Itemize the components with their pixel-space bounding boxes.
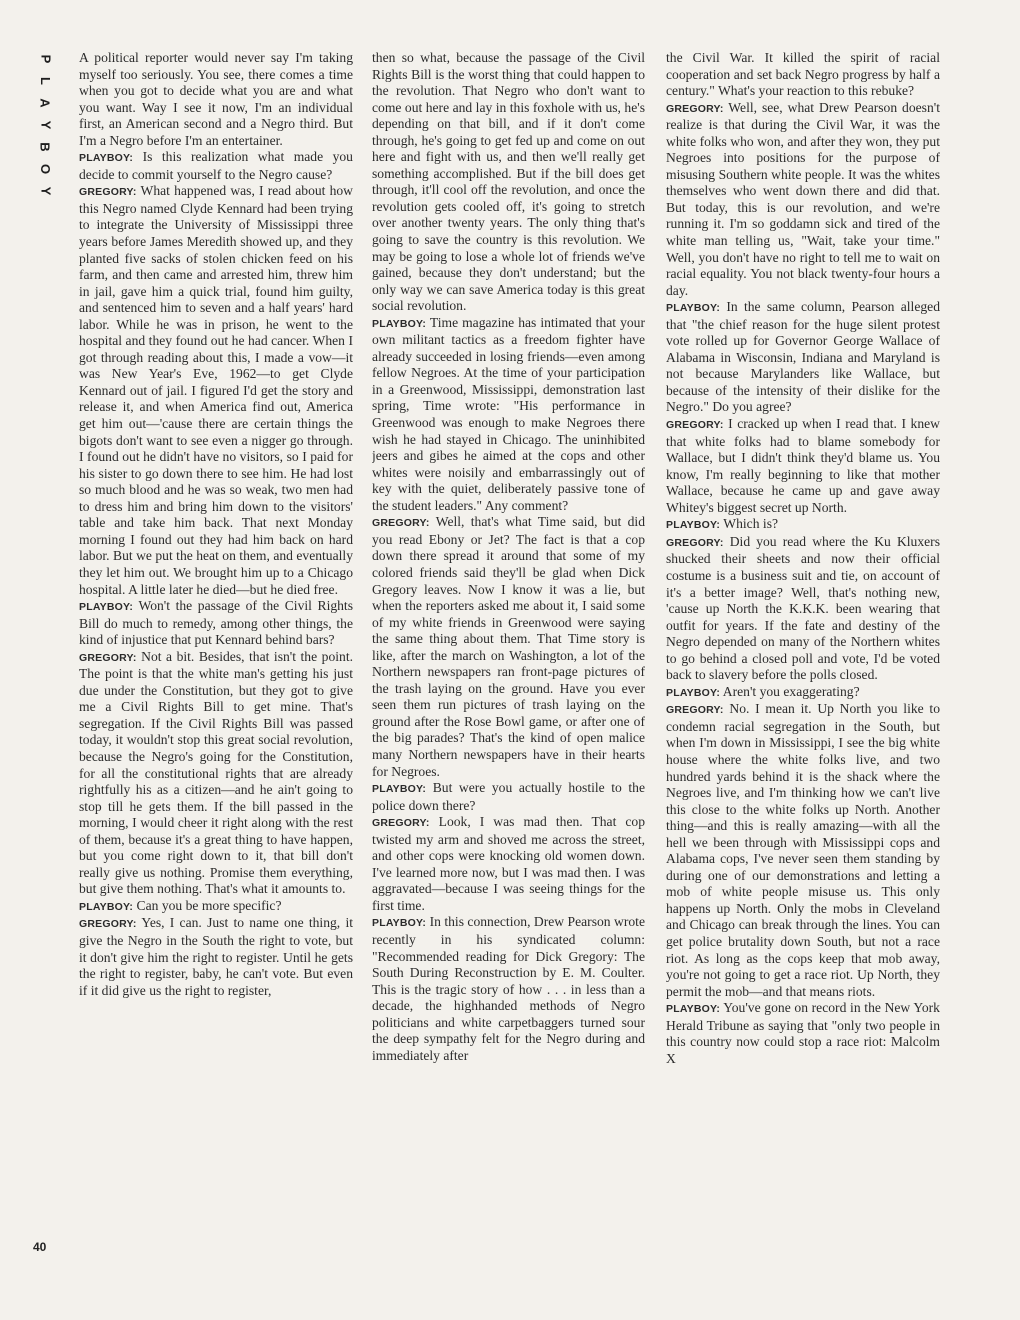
speaker-label: PLAYBOY:: [372, 917, 427, 930]
paragraph-text: Not a bit. Besides, that isn't the point. The point is that the white man's getting his just due under the Constitution, but they got to give me a Civil Rights Bill to get mine. That's segregation. If the Civil Rights Bill was passed today, it wouldn't stop this great social revolution, because the Negro's going for the Constitution, for all the constitutional rights that are already rightfully his as a citizen—and he ain't going to stop till he gets them. If the bill passed in the morning, I would cheer it right along with the rest of them, because it's a great thing to have happen, but you come right down to it, that bill don't really give us nothing. Promise them everything, but give them nothing. That's what it amounts to.: [79, 648, 353, 897]
interview-paragraph: [666, 299, 940, 416]
paragraph-text: A political reporter would never say I'm taking myself too seriously. You see, there comes a time when you got to decide what you are and what you want. Way I see it now, I'm an individual first, an American second and a Negro third. But I'm a Negro before I'm an entertainer.: [79, 50, 353, 148]
masthead-letter: B: [37, 142, 53, 152]
speaker-label: PLAYBOY:: [666, 519, 721, 532]
paragraph-text: Did you read where the Ku Kluxers shucked their sheets and now their official costume is a business suit and tie, on account of it's a better image? Well, that's nothing new, 'cause up North the K.K.K. been wearing that outfit for years. If the fate and destiny of the Negro depended on many of the Northern whites to go behind a closed poll and vote, I'd be voted back to slavery before the polls closed.: [666, 533, 940, 683]
paragraph-text: What happened was, I read about how this Negro named Clyde Kennard had been trying to integrate the University of Mississippi three years before James Meredith showed up, and they planted five sacks of stolen chicken feed on his farm, and then came and arrested him, threw him in jail, gave him a quick trial, found him guilty, and sentenced him to seven and a half years' hard labor. While he was in prison, he went to the hospital and they found out he had cancer. When I got through reading about this, I made a vow—it was New Year's Eve, 1962—to get Clyde Kennard out of jail. I figured I'd get the story and release it, and when America find out, America get him out—'cause there are certain things the bigots don't want to see even a nigger go through. I found out he didn't have no visitors, so I paid for his sister to go down there to see him. He had lost so much blood and he was so weak, two men had to dress him and bring him down to the visitors' table and take him back. That next Monday morning I found out they had him back on hard labor. But we put the heat on them, and eventually they let him out. We brought him up to a Chicago hospital. A little later he died—but he died free.: [79, 183, 353, 597]
interview-paragraph: [666, 50, 940, 100]
paragraph-text: In this connection, Drew Pearson wrote recently in his syndicated column: "Recommended reading for Dick Gregory: The South During Reconstruction by E. M. Coulter. This is the tragic story of how . . . in less than a decade, the highhanded methods of Negro politicians and white carpetbaggers turned sour the deep sympathy felt for the Negro during and immediately after: [372, 914, 645, 1063]
masthead-letter: A: [37, 98, 53, 108]
paragraph-text: then so what, because the passage of the Civil Rights Bill is the worst thing that could happen to the revolution. That Negro who don't want to come out here and lay in this foxhole with us, he's depending on that bill, and if it don't come through, he's going to get fed up and come on out here and fight with us, and then we'll really get something accomplished. But if the bill does get through, it'll cool off the revolution, and once the revolution gets cooled off, it's going to stretch over another twenty years. The only thing that's going to save the country is this revolution. We may be going to lose a whole lot of friends we've gained, because they don't understand; but the only way we can save America today is this great social revolution.: [372, 50, 645, 314]
interview-paragraph: [79, 183, 353, 598]
paragraph-text: Well, see, what Drew Pearson doesn't realize is that during the Civil War, it was the white folks who won, and after they won, they put Negroes into positions for the purpose of misusing Southern white people. It was the whites themselves who went down there and did that. But today, this is our revolution, and we're running it. I'm so goddamn sick and tired of the white man telling us, "Wait, take your time." Well, you don't have no right to tell me to wait on racial equality. You not black twenty-four hours a day.: [666, 99, 940, 298]
speaker-label: GREGORY:: [372, 817, 430, 830]
interview-paragraph: [372, 780, 645, 814]
speaker-label: GREGORY:: [666, 536, 724, 549]
paragraph-text: Aren't you exaggerating?: [722, 683, 860, 699]
paragraph-text: Look, I was mad then. That cop twisted my arm and shoved me across the street, and other cops were knocking old women down. I've learned more now, but I was mad then. I was aggravated—because I was seeing things for the first time.: [372, 814, 645, 913]
paragraph-text: But were you actually hostile to the police down there?: [372, 780, 645, 813]
speaker-label: GREGORY:: [666, 419, 724, 432]
masthead-letter: L: [37, 77, 53, 85]
interview-paragraph: [666, 534, 940, 684]
interview-paragraph: [666, 1000, 940, 1067]
interview-paragraph: [372, 514, 645, 780]
paragraph-text: Won't the passage of the Civil Rights Bill do much to remedy, among other things, the kind of injustice that put Kennard behind bars?: [79, 598, 353, 648]
speaker-label: GREGORY:: [79, 186, 137, 199]
interview-paragraph: [666, 516, 940, 534]
masthead-letter: O: [38, 163, 53, 175]
text-column-3: [666, 50, 940, 1265]
paragraph-text: In the same column, Pearson alleged that "the chief reason for the huge silent protest vote rolled up for Governor George Wallace of Alabama in Wisconsin, Indiana and Maryland is not because Marylanders like Wallace, but because of the intensity of their dislike for the Negro." Do you agree?: [666, 299, 940, 415]
paragraph-text: Is this realization what made you decide to commit yourself to the Negro cause?: [79, 149, 353, 182]
interview-paragraph: [79, 898, 353, 916]
masthead-letter: Y: [37, 186, 53, 196]
interview-paragraph: [79, 649, 353, 898]
paragraph-text: Yes, I can. Just to name one thing, it give the Negro in the South the right to vote, but it don't give him the right to register. Until he gets the right to register, baby, he can't vote. But even if it did give us the right to register,: [79, 915, 353, 998]
interview-paragraph: [666, 100, 940, 300]
speaker-label: PLAYBOY:: [372, 317, 427, 330]
interview-paragraph: [372, 315, 645, 515]
text-column-2: [372, 50, 645, 1265]
playboy-masthead: [31, 48, 59, 202]
paragraph-text: No. I mean it. Up North you like to condemn racial segregation in the South, but when I'm down in Mississippi, I see the big white house where the white folks live, and two hundred yards behind it is the shack where the Negroes live, and I'm thinking how we can't live this close to the white folks up North. Another thing—and this is really amazing—with all the hell we been through with Mississippi cops and Alabama cops, I've never seen them standing by during one of our demonstrations and letting a mob of white people misuse us. This only happens up North. Only the mobs in Cleveland and Chicago can break through the lines. You can get police brutality down South, but not a race riot. As long as the cops keep that mob away, you're not going to get a race riot. Up North, they permit the mob—and that means riots.: [666, 701, 940, 999]
speaker-label: PLAYBOY:: [372, 783, 427, 796]
paragraph-text: I cracked up when I read that. I knew that white folks had to blame somebody for Wallace, but I didn't think they'd blame us. You know, I'm really beginning to like that mother Wallace, because he came up and gave away Whitey's biggest secret up North.: [666, 416, 940, 515]
paragraph-text: Can you be more specific?: [136, 897, 282, 913]
speaker-label: GREGORY:: [666, 102, 724, 115]
page-number: 40: [33, 1240, 47, 1254]
interview-paragraph: [666, 701, 940, 1000]
speaker-label: PLAYBOY:: [79, 900, 134, 913]
masthead-letter: Y: [37, 120, 53, 130]
interview-paragraph: [372, 50, 645, 315]
interview-paragraph: [79, 149, 353, 183]
masthead-letter: P: [37, 54, 53, 64]
speaker-label: PLAYBOY:: [666, 1003, 721, 1016]
speaker-label: PLAYBOY:: [79, 152, 134, 165]
speaker-label: GREGORY:: [79, 918, 137, 931]
paragraph-text: Which is?: [723, 516, 779, 532]
interview-paragraph: [372, 914, 645, 1064]
speaker-label: PLAYBOY:: [79, 601, 134, 614]
speaker-label: PLAYBOY:: [666, 302, 721, 315]
speaker-label: PLAYBOY:: [666, 686, 721, 699]
interview-paragraph: [666, 684, 940, 702]
interview-paragraph: [79, 598, 353, 649]
paragraph-text: Time magazine has intimated that your own militant tactics as a freedom fighter have already succeeded in losing friends—even among fellow Negroes. At the time of your participation in a Greenwood, Mississippi, demonstration last spring, Time wrote: "His performance in Greenwood was enough to make Negroes there wish he had stayed in Chicago. The uninhibited jeers and gibes he aimed at the cops and other whites were noisily and embarrassingly out of key with the quiet, deliberately passive tone of the student leaders." Any comment?: [372, 314, 645, 513]
interview-paragraph: [666, 416, 940, 516]
interview-paragraph: [372, 814, 645, 914]
paragraph-text: Well, that's what Time said, but did you read Ebony or Jet? The fact is that a cop down there spread it around that some of my colored friends said they'll be glad when Dick Gregory leaves. Now I know it was a lie, but when the reporters asked me about it, I said some of my white friends in Greenwood were saying the same thing about them. That Time story is like, after the march on Washington, a lot of the Northern newspapers ran front-page pictures of the trash laying on the ground. Have you ever seen them run pictures of trash laying on the ground after the Rose Bowl game, or after one of the big parades? That's the kind of open malice many Northern newspapers have in their hearts for Negroes.: [372, 514, 645, 779]
paragraph-text: You've gone on record in the New York Herald Tribune as saying that "only two people in this country now could stop a race riot: Malcolm X: [666, 1000, 940, 1066]
speaker-label: GREGORY:: [372, 517, 430, 530]
text-column-1: [79, 50, 353, 1265]
interview-paragraph: [79, 50, 353, 149]
paragraph-text: the Civil War. It killed the spirit of racial cooperation and set back Negro progress by half a century." What's your reaction to this rebuke?: [666, 50, 940, 99]
speaker-label: GREGORY:: [79, 651, 137, 664]
interview-paragraph: [79, 915, 353, 999]
speaker-label: GREGORY:: [666, 704, 724, 717]
